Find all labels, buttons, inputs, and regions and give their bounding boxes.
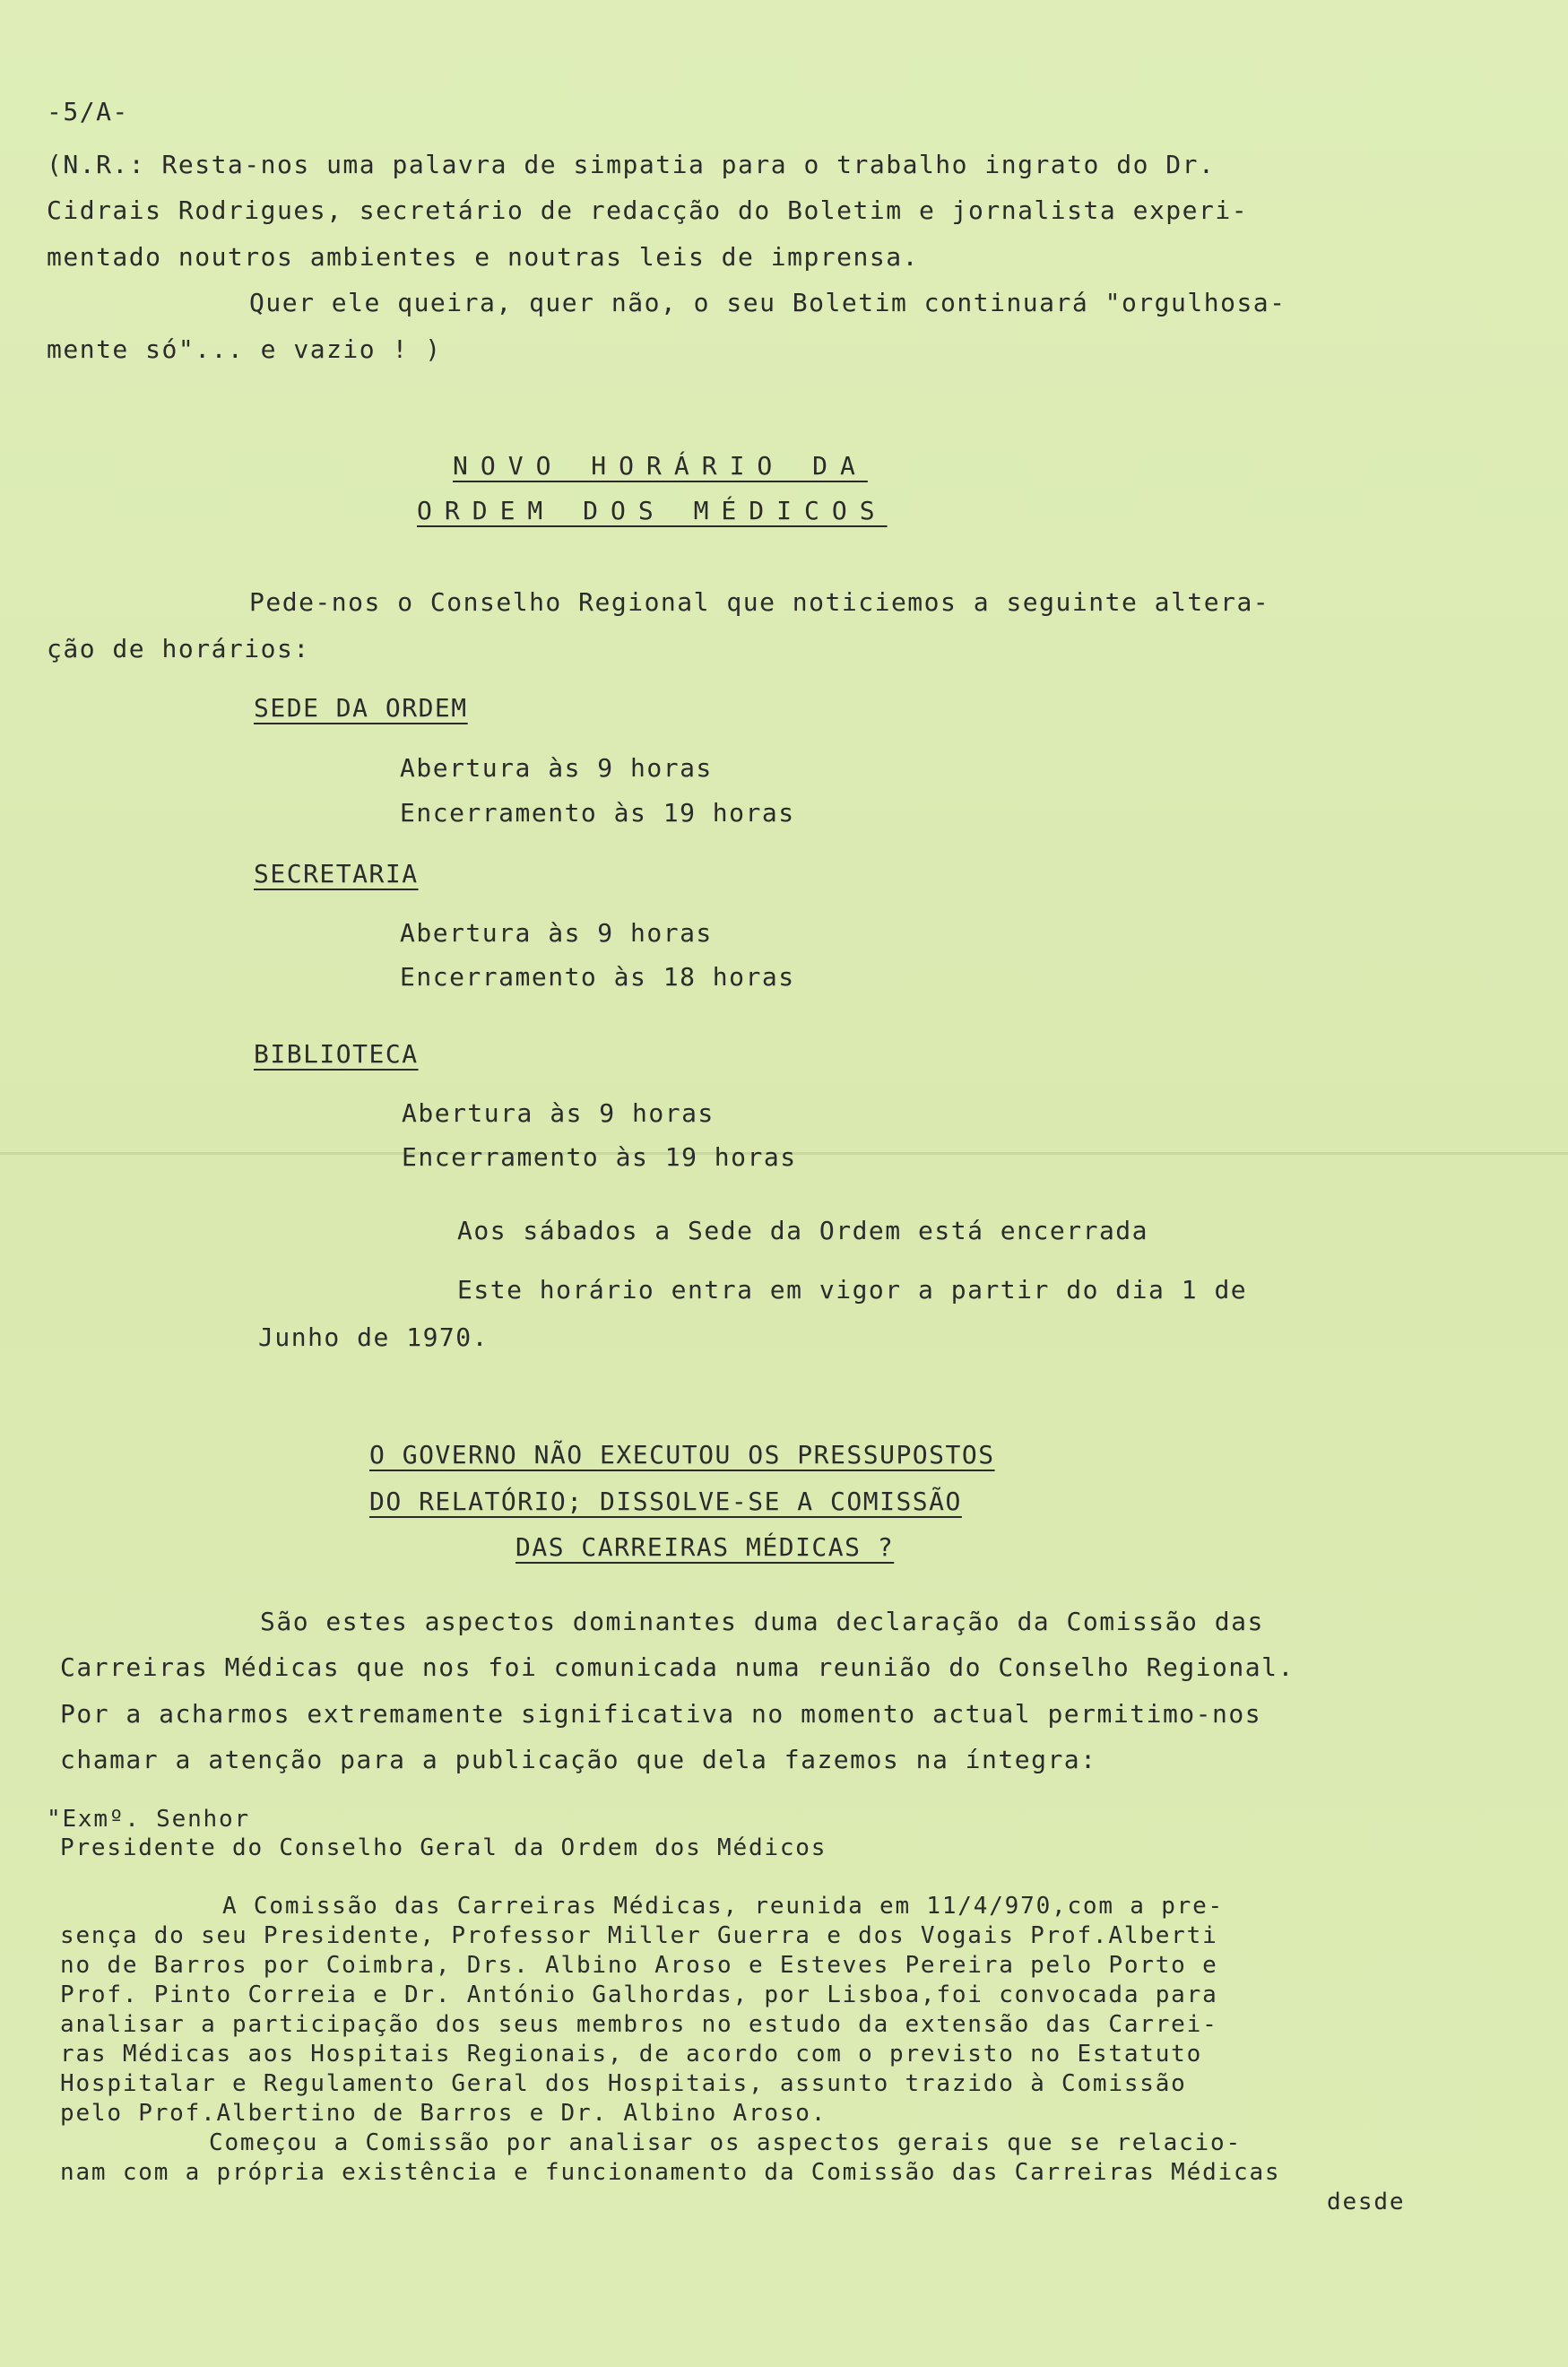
biblioteca-closing: Encerramento às 19 horas xyxy=(402,1142,797,1172)
sede-closing: Encerramento às 19 horas xyxy=(400,798,795,828)
sede-opening: Abertura às 9 horas xyxy=(400,753,713,783)
intro-line-3: mentado noutros ambientes e noutras leis de imprensa. xyxy=(47,242,919,272)
salutation-line-2: Presidente do Conselho Geral da Ordem dos Médicos xyxy=(60,1834,827,1861)
letter-line-10: nam com a própria existência e funcionamento da Comissão das Carreiras Médicas xyxy=(60,2159,1281,2186)
section1-para-line-1: Pede-nos o Conselho Regional que noticiemos a seguinte altera- xyxy=(249,587,1270,617)
section2-title-line-2: DO RELATÓRIO; DISSOLVE-SE A COMISSÃO xyxy=(369,1487,962,1516)
letter-line-11: desde xyxy=(1327,2189,1406,2215)
effective-date-line-1: Este horário entra em vigor a partir do dia 1 de xyxy=(457,1275,1248,1305)
letter-line-4: Prof. Pinto Correia e Dr. António Galhordas, por Lisboa,foi convocada para xyxy=(60,1981,1218,2008)
letter-line-7: Hospitalar e Regulamento Geral dos Hospitais, assunto trazido à Comissão xyxy=(60,2070,1187,2097)
secretaria-heading: SECRETARIA xyxy=(254,859,419,889)
section1-para-line-2: ção de horários: xyxy=(47,634,310,663)
biblioteca-heading: BIBLIOTECA xyxy=(254,1039,419,1069)
section2-para-line-1: São estes aspectos dominantes duma declaração da Comissão das xyxy=(260,1607,1264,1636)
intro-line-4: Quer ele queira, quer não, o seu Boletim continuará "orgulhosa- xyxy=(249,288,1286,317)
page-reference: -5/A- xyxy=(47,97,129,126)
section2-para-line-4: chamar a atenção para a publicação que dela fazemos na íntegra: xyxy=(60,1745,1097,1774)
section2-para-line-2: Carreiras Médicas que nos foi comunicada numa reunião do Conselho Regional. xyxy=(60,1652,1295,1682)
section1-title-line-2: ORDEM DOS MÉDICOS xyxy=(417,496,888,525)
letter-line-3: no de Barros por Coimbra, Drs. Albino Aroso e Esteves Pereira pelo Porto e xyxy=(60,1952,1218,1979)
section2-para-line-3: Por a acharmos extremamente significativa no momento actual permitimo-nos xyxy=(60,1699,1262,1729)
letter-line-2: sença do seu Presidente, Professor Miller Guerra e dos Vogais Prof.Alberti xyxy=(60,1922,1218,1949)
effective-date-line-2: Junho de 1970. xyxy=(258,1322,489,1352)
letter-line-1: A Comissão das Carreiras Médicas, reunida em 11/4/970,com a pre- xyxy=(222,1893,1225,1920)
letter-line-5: analisar a participação dos seus membros no estudo da extensão das Carrei- xyxy=(60,2011,1218,2038)
section2-title-line-3: DAS CARREIRAS MÉDICAS ? xyxy=(515,1532,895,1562)
section1-title-line-1: NOVO HORÁRIO DA xyxy=(453,451,868,481)
intro-line-1: (N.R.: Resta-nos uma palavra de simpatia para o trabalho ingrato do Dr. xyxy=(47,150,1216,179)
saturday-notice: Aos sábados a Sede da Ordem está encerrada xyxy=(457,1216,1149,1245)
sede-heading: SEDE DA ORDEM xyxy=(254,693,468,723)
secretaria-opening: Abertura às 9 horas xyxy=(400,918,713,948)
letter-line-6: ras Médicas aos Hospitais Regionais, de acordo com o previsto no Estatuto xyxy=(60,2041,1203,2068)
letter-line-8: pelo Prof.Albertino de Barros e Dr. Albino Aroso. xyxy=(60,2100,827,2127)
biblioteca-opening: Abertura às 9 horas xyxy=(402,1098,715,1128)
section2-title-line-1: O GOVERNO NÃO EXECUTOU OS PRESSUPOSTOS xyxy=(369,1440,995,1470)
intro-line-5: mente só"... e vazio ! ) xyxy=(47,334,442,364)
intro-line-2: Cidrais Rodrigues, secretário de redacção do Boletim e jornalista experi- xyxy=(47,195,1249,225)
salutation-line-1: "Exmº. Senhor xyxy=(47,1806,250,1833)
secretaria-closing: Encerramento às 18 horas xyxy=(400,962,795,992)
letter-line-9: Começou a Comissão por analisar os aspectos gerais que se relacio- xyxy=(209,2129,1242,2156)
